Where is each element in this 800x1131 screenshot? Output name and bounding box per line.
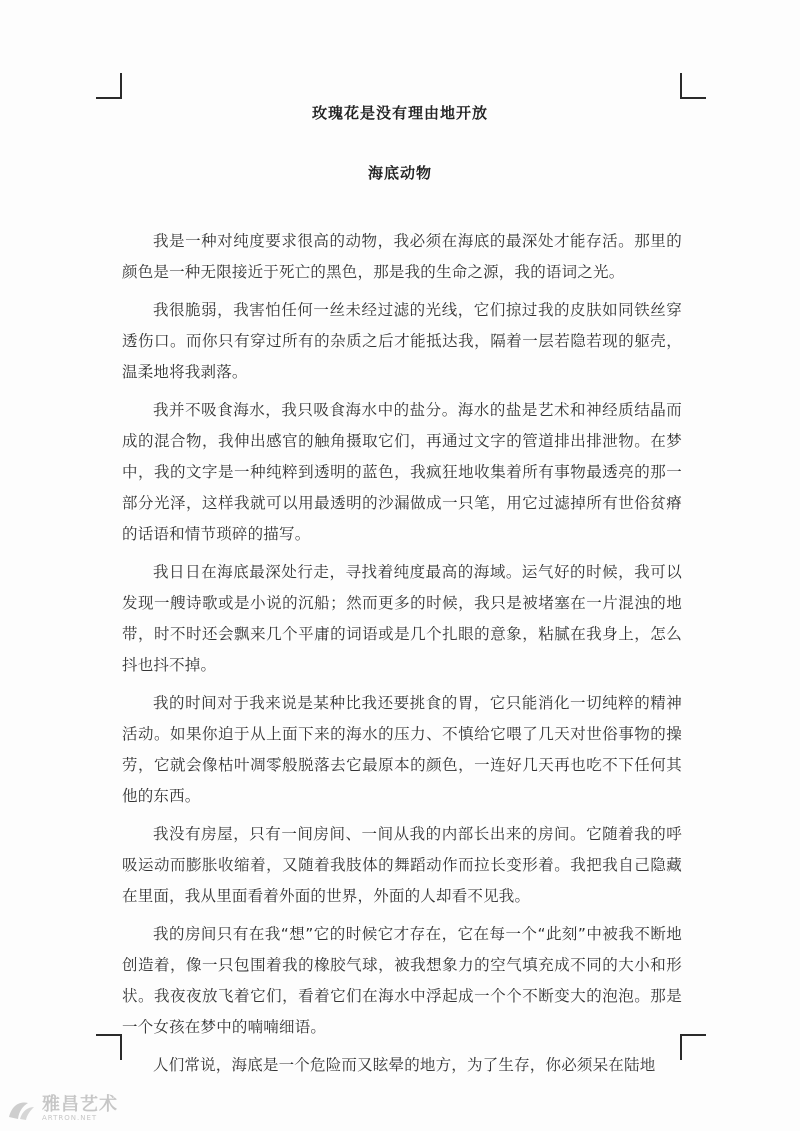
paragraph: 我的时间对于我来说是某种比我还要挑食的胃，它只能消化一切纯粹的精神活动。如果你迫于从上面下来的海水的压力、不慎给它喂了几天对世俗事物的操劳，它就会像枯叶凋零般脱落去它最原本的颜色，一连好几天再也吃不下任何其他的东西。 [122, 694, 682, 805]
paragraph: 我并不吸食海水，我只吸食海水中的盐分。海水的盐是艺术和神经质结晶而成的混合物，我伸出感官的触角摄取它们，再通过文字的管道排出排泄物。在梦中，我的文字是一种纯粹到透明的蓝色，我疯狂地收集着所有事物最透亮的那一部分光泽，这样我就可以用最透明的沙漏做成一只笔，用它过滤掉所有世俗贫瘠的话语和情节琐碎的描写。 [122, 401, 682, 543]
paragraph: 我的房间只有在我“想”它的时候它才存在，它在每一个“此刻”中被我不断地创造着，像一只包围着我的橡胶气球，被我想象力的空气填充成不同的大小和形状。我夜夜放飞着它们，看着它们在海水中浮起成一个个不断变大的泡泡。那是一个女孩在梦中的喃喃细语。 [122, 925, 682, 1036]
artron-logo-icon [6, 1097, 36, 1123]
crop-mark-bottom-left [96, 1034, 122, 1060]
paragraph: 我是一种对纯度要求很高的动物，我必须在海底的最深处才能存活。那里的颜色是一种无限接近于死亡的黑色，那是我的生命之源，我的语词之光。 [122, 232, 682, 281]
crop-mark-bottom-right [680, 1034, 706, 1060]
document-title: 玫瑰花是没有理由地开放 [311, 104, 488, 122]
paragraph: 我没有房屋，只有一间房间、一间从我的内部长出来的房间。它随着我的呼吸运动而膨胀收缩着，又随着我肢体的舞蹈动作而拉长变形着。我把我自己隐藏在里面，我从里面看着外面的世界，外面的人却看不见我。 [122, 825, 682, 905]
document-body [122, 226, 682, 1081]
watermark-brand: 雅昌艺术 [42, 1094, 118, 1115]
watermark-text [42, 1096, 118, 1123]
crop-mark-top-right [680, 73, 706, 99]
document-subtitle: 海底动物 [367, 164, 432, 182]
crop-mark-top-left [96, 73, 122, 99]
watermark [6, 1096, 118, 1123]
paragraph: 我日日在海底最深处行走，寻找着纯度最高的海域。运气好的时候，我可以发现一艘诗歌或是小说的沉船；然而更多的时候，我只是被堵塞在一片混浊的地带，时不时还会飘来几个平庸的词语或是几个扎眼的意象，粘腻在我身上，怎么抖也抖不掉。 [122, 563, 682, 674]
watermark-domain: ARTRON.NET [42, 1114, 98, 1122]
paragraph: 人们常说，海底是一个危险而又眩晕的地方，为了生存，你必须呆在陆地 [153, 1056, 656, 1074]
paragraph: 我很脆弱，我害怕任何一丝未经过滤的光线，它们掠过我的皮肤如同铁丝穿透伤口。而你只有穿过所有的杂质之后才能抵达我，隔着一层若隐若现的躯壳，温柔地将我剥落。 [122, 301, 682, 381]
